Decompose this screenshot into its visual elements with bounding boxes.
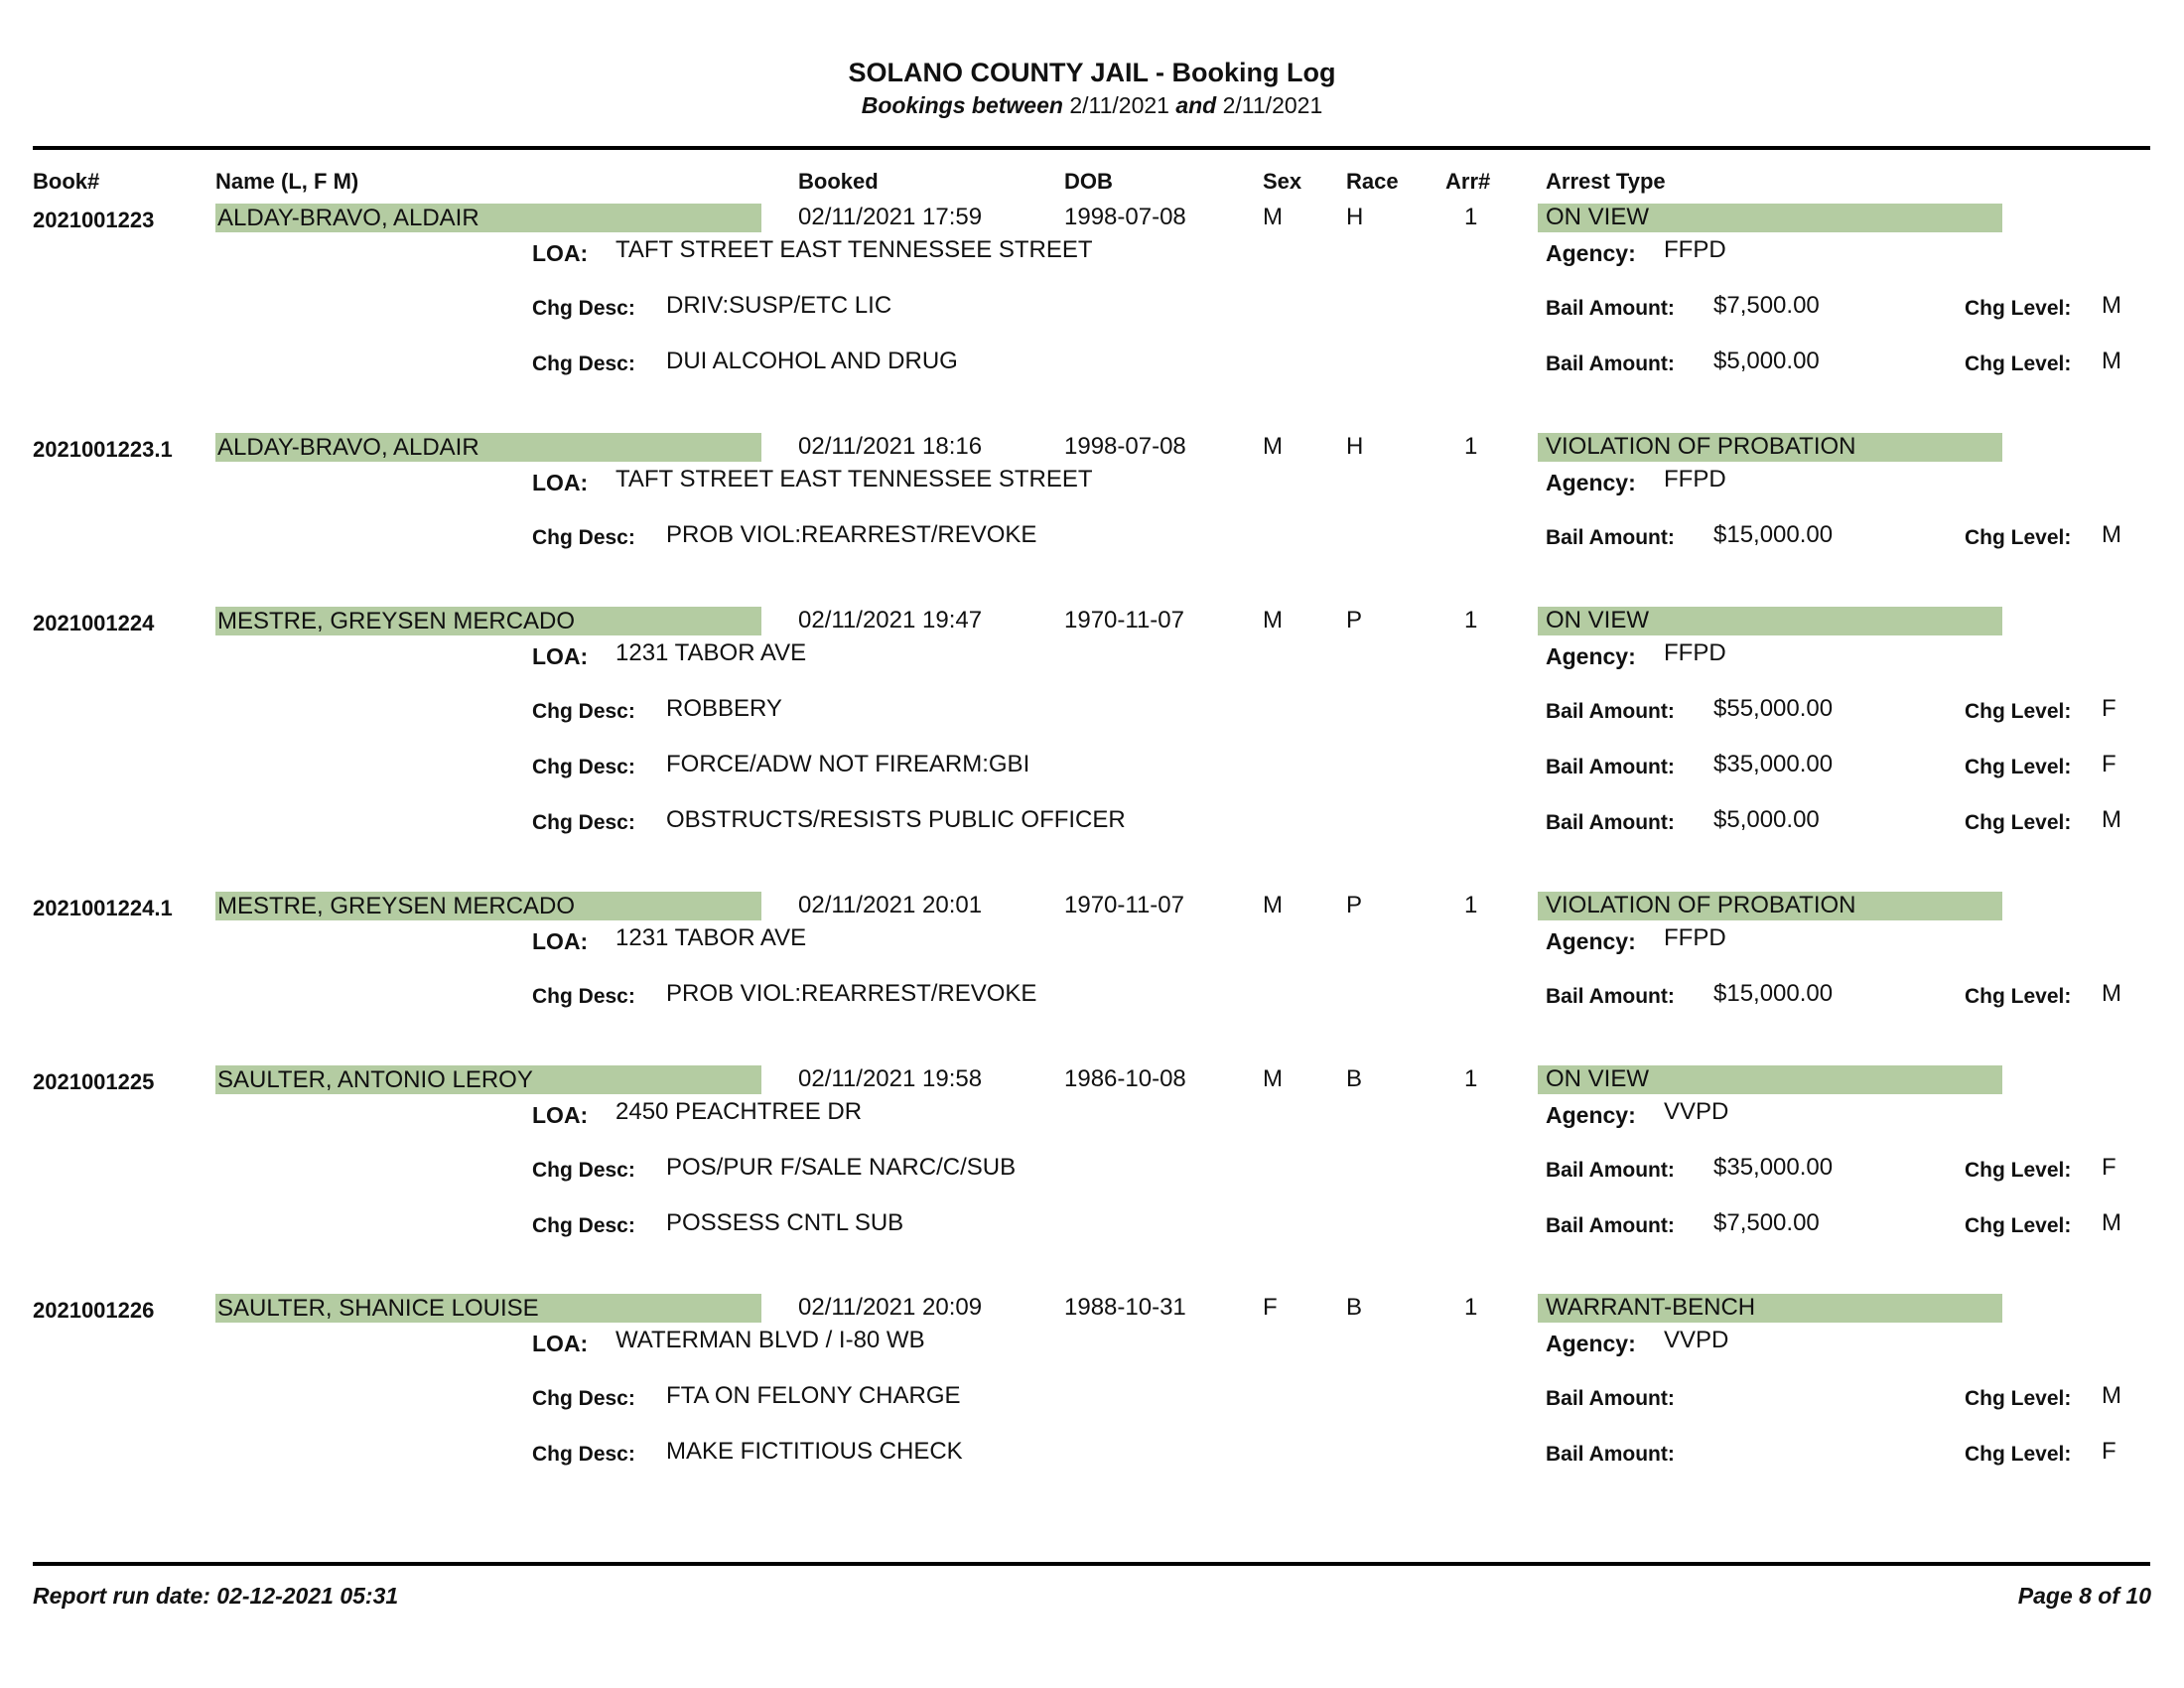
location-of-arrest: 1231 TABOR AVE	[615, 639, 807, 666]
date-of-birth: 1970-11-07	[1064, 607, 1184, 633]
charge-level-label: Chg Level:	[1965, 1443, 2072, 1466]
bail-amount: $35,000.00	[1713, 1154, 1834, 1181]
book-number: 2021001226	[33, 1298, 155, 1323]
agency: FFPD	[1664, 466, 1726, 492]
charge-level-label: Chg Level:	[1965, 985, 2072, 1008]
column-header-booked: Booked	[798, 169, 879, 194]
bail-amount-label: Bail Amount:	[1546, 1443, 1675, 1466]
date-of-birth: 1970-11-07	[1064, 892, 1184, 918]
booked-datetime: 02/11/2021 19:58	[798, 1065, 983, 1092]
sex: M	[1263, 607, 1283, 633]
date-of-birth: 1998-07-08	[1064, 204, 1186, 230]
charge-level: M	[2102, 806, 2121, 833]
charge-level-label: Chg Level:	[1965, 526, 2072, 549]
location-of-arrest: TAFT STREET EAST TENNESSEE STREET	[615, 466, 1093, 492]
location-of-arrest: 2450 PEACHTREE DR	[615, 1098, 863, 1125]
booked-datetime: 02/11/2021 17:59	[798, 204, 983, 230]
charge-desc-label: Chg Desc:	[532, 700, 635, 723]
column-header-arrest-type: Arrest Type	[1546, 169, 1666, 194]
subtitle-prefix: Bookings between	[861, 92, 1063, 118]
charge-level: M	[2102, 1209, 2121, 1236]
agency: FFPD	[1664, 639, 1726, 666]
arrest-number: 1	[1464, 204, 1478, 230]
subtitle-and: and	[1175, 92, 1217, 118]
arrest-type: VIOLATION OF PROBATION	[1546, 892, 1856, 918]
location-of-arrest: WATERMAN BLVD / I-80 WB	[615, 1327, 925, 1353]
arrest-number: 1	[1464, 1065, 1478, 1092]
charge-description: FORCE/ADW NOT FIREARM:GBI	[666, 751, 1030, 777]
charge-level-label: Chg Level:	[1965, 297, 2072, 320]
date-of-birth: 1986-10-08	[1064, 1065, 1186, 1092]
date-from: 2/11/2021	[1069, 92, 1169, 118]
bail-amount: $7,500.00	[1713, 1209, 1820, 1236]
charge-desc-label: Chg Desc:	[532, 1387, 635, 1410]
charge-level: M	[2102, 980, 2121, 1007]
bail-amount: $5,000.00	[1713, 348, 1820, 374]
sex: M	[1263, 892, 1283, 918]
booked-datetime: 02/11/2021 20:09	[798, 1294, 983, 1321]
charge-description: PROB VIOL:REARREST/REVOKE	[666, 521, 1037, 548]
location-of-arrest: TAFT STREET EAST TENNESSEE STREET	[615, 236, 1093, 263]
bail-amount-label: Bail Amount:	[1546, 297, 1675, 320]
agency-label: Agency:	[1546, 928, 1636, 954]
race: B	[1346, 1294, 1363, 1321]
charge-level: F	[2102, 751, 2116, 777]
booking-record	[0, 430, 2184, 629]
agency: FFPD	[1664, 924, 1726, 951]
agency: VVPD	[1664, 1327, 1729, 1353]
charge-desc-label: Chg Desc:	[532, 352, 635, 375]
booked-datetime: 02/11/2021 19:47	[798, 607, 983, 633]
charge-desc-label: Chg Desc:	[532, 297, 635, 320]
column-header-race: Race	[1346, 169, 1399, 194]
agency-label: Agency:	[1546, 1102, 1636, 1128]
booked-datetime: 02/11/2021 20:01	[798, 892, 983, 918]
race: H	[1346, 204, 1364, 230]
charge-level: M	[2102, 1382, 2121, 1409]
bail-amount: $35,000.00	[1713, 751, 1834, 777]
bail-amount: $55,000.00	[1713, 695, 1834, 722]
bail-amount-label: Bail Amount:	[1546, 811, 1675, 834]
charge-description: DUI ALCOHOL AND DRUG	[666, 348, 958, 374]
arrest-number: 1	[1464, 433, 1478, 460]
booking-record	[0, 1062, 2184, 1261]
agency: VVPD	[1664, 1098, 1729, 1125]
agency-label: Agency:	[1546, 1331, 1636, 1356]
charge-level-label: Chg Level:	[1965, 1387, 2072, 1410]
sex: F	[1263, 1294, 1278, 1321]
sex: M	[1263, 433, 1283, 460]
charge-description: DRIV:SUSP/ETC LIC	[666, 292, 892, 319]
sex: M	[1263, 204, 1283, 230]
bail-amount-label: Bail Amount:	[1546, 1159, 1675, 1182]
inmate-name: ALDAY-BRAVO, ALDAIR	[217, 434, 479, 461]
booked-datetime: 02/11/2021 18:16	[798, 433, 983, 460]
loa-label: LOA:	[532, 1102, 589, 1128]
loa-label: LOA:	[532, 1331, 589, 1356]
charge-level: M	[2102, 521, 2121, 548]
charge-description: ROBBERY	[666, 695, 782, 722]
loa-label: LOA:	[532, 928, 589, 954]
charge-desc-label: Chg Desc:	[532, 1214, 635, 1237]
bail-amount-label: Bail Amount:	[1546, 756, 1675, 778]
bail-amount: $15,000.00	[1713, 980, 1834, 1007]
bail-amount-label: Bail Amount:	[1546, 1387, 1675, 1410]
column-header-book: Book#	[33, 169, 100, 194]
book-number: 2021001223.1	[33, 437, 173, 462]
charge-desc-label: Chg Desc:	[532, 756, 635, 778]
charge-description: POS/PUR F/SALE NARC/C/SUB	[666, 1154, 1017, 1181]
charge-desc-label: Chg Desc:	[532, 811, 635, 834]
date-of-birth: 1988-10-31	[1064, 1294, 1186, 1321]
bail-amount-label: Bail Amount:	[1546, 1214, 1675, 1237]
charge-desc-label: Chg Desc:	[532, 526, 635, 549]
book-number: 2021001223	[33, 208, 155, 232]
charge-description: MAKE FICTITIOUS CHECK	[666, 1438, 963, 1465]
report-header	[0, 56, 2184, 121]
bail-amount-label: Bail Amount:	[1546, 526, 1675, 549]
arrest-type: VIOLATION OF PROBATION	[1546, 433, 1856, 460]
bail-amount: $7,500.00	[1713, 292, 1820, 319]
report-title: SOLANO COUNTY JAIL - Booking Log	[848, 58, 1336, 87]
date-to: 2/11/2021	[1222, 92, 1323, 118]
charge-level-label: Chg Level:	[1965, 1159, 2072, 1182]
bail-amount-label: Bail Amount:	[1546, 700, 1675, 723]
booking-record	[0, 1291, 2184, 1489]
agency-label: Agency:	[1546, 240, 1636, 266]
charge-level-label: Chg Level:	[1965, 352, 2072, 375]
column-header-arr: Arr#	[1445, 169, 1491, 194]
book-number: 2021001225	[33, 1069, 155, 1094]
arrest-type: ON VIEW	[1546, 607, 1650, 633]
footer-divider	[33, 1562, 2150, 1566]
arrest-type: ON VIEW	[1546, 1065, 1650, 1092]
inmate-name: ALDAY-BRAVO, ALDAIR	[217, 205, 479, 231]
booking-record	[0, 889, 2184, 1087]
page-number: Page 8 of 10	[2017, 1583, 2151, 1609]
arrest-type: WARRANT-BENCH	[1546, 1294, 1756, 1321]
date-of-birth: 1998-07-08	[1064, 433, 1186, 460]
book-number: 2021001224	[33, 611, 155, 635]
sex: M	[1263, 1065, 1283, 1092]
arrest-type: ON VIEW	[1546, 204, 1650, 230]
report-run-date: Report run date: 02-12-2021 05:31	[33, 1583, 399, 1609]
charge-level-label: Chg Level:	[1965, 811, 2072, 834]
charge-description: POSSESS CNTL SUB	[666, 1209, 904, 1236]
charge-desc-label: Chg Desc:	[532, 985, 635, 1008]
arrest-number: 1	[1464, 1294, 1478, 1321]
agency-label: Agency:	[1546, 643, 1636, 669]
column-header-name: Name (L, F M)	[215, 169, 359, 194]
loa-label: LOA:	[532, 470, 589, 495]
loa-label: LOA:	[532, 643, 589, 669]
charge-description: OBSTRUCTS/RESISTS PUBLIC OFFICER	[666, 806, 1126, 833]
header-divider	[33, 146, 2150, 150]
charge-description: FTA ON FELONY CHARGE	[666, 1382, 961, 1409]
booking-record	[0, 604, 2184, 834]
arrest-number: 1	[1464, 892, 1478, 918]
charge-level: F	[2102, 695, 2116, 722]
inmate-name: MESTRE, GREYSEN MERCADO	[217, 608, 576, 634]
inmate-name: SAULTER, SHANICE LOUISE	[217, 1295, 539, 1322]
charge-level-label: Chg Level:	[1965, 700, 2072, 723]
race: B	[1346, 1065, 1363, 1092]
agency-label: Agency:	[1546, 470, 1636, 495]
book-number: 2021001224.1	[33, 896, 173, 920]
report-subtitle	[0, 89, 2184, 121]
arrest-number: 1	[1464, 607, 1478, 633]
column-header-dob: DOB	[1064, 169, 1113, 194]
charge-level-label: Chg Level:	[1965, 756, 2072, 778]
charge-level-label: Chg Level:	[1965, 1214, 2072, 1237]
agency: FFPD	[1664, 236, 1726, 263]
location-of-arrest: 1231 TABOR AVE	[615, 924, 807, 951]
charge-level: M	[2102, 348, 2121, 374]
inmate-name: SAULTER, ANTONIO LEROY	[217, 1066, 533, 1093]
booking-record	[0, 201, 2184, 399]
bail-amount-label: Bail Amount:	[1546, 352, 1675, 375]
charge-desc-label: Chg Desc:	[532, 1443, 635, 1466]
race: H	[1346, 433, 1364, 460]
bail-amount-label: Bail Amount:	[1546, 985, 1675, 1008]
charge-description: PROB VIOL:REARREST/REVOKE	[666, 980, 1037, 1007]
charge-level: M	[2102, 292, 2121, 319]
inmate-name: MESTRE, GREYSEN MERCADO	[217, 893, 576, 919]
charge-desc-label: Chg Desc:	[532, 1159, 635, 1182]
charge-level: F	[2102, 1438, 2116, 1465]
bail-amount: $15,000.00	[1713, 521, 1834, 548]
loa-label: LOA:	[532, 240, 589, 266]
bail-amount: $5,000.00	[1713, 806, 1820, 833]
race: P	[1346, 892, 1363, 918]
race: P	[1346, 607, 1363, 633]
column-header-sex: Sex	[1263, 169, 1302, 194]
charge-level: F	[2102, 1154, 2116, 1181]
